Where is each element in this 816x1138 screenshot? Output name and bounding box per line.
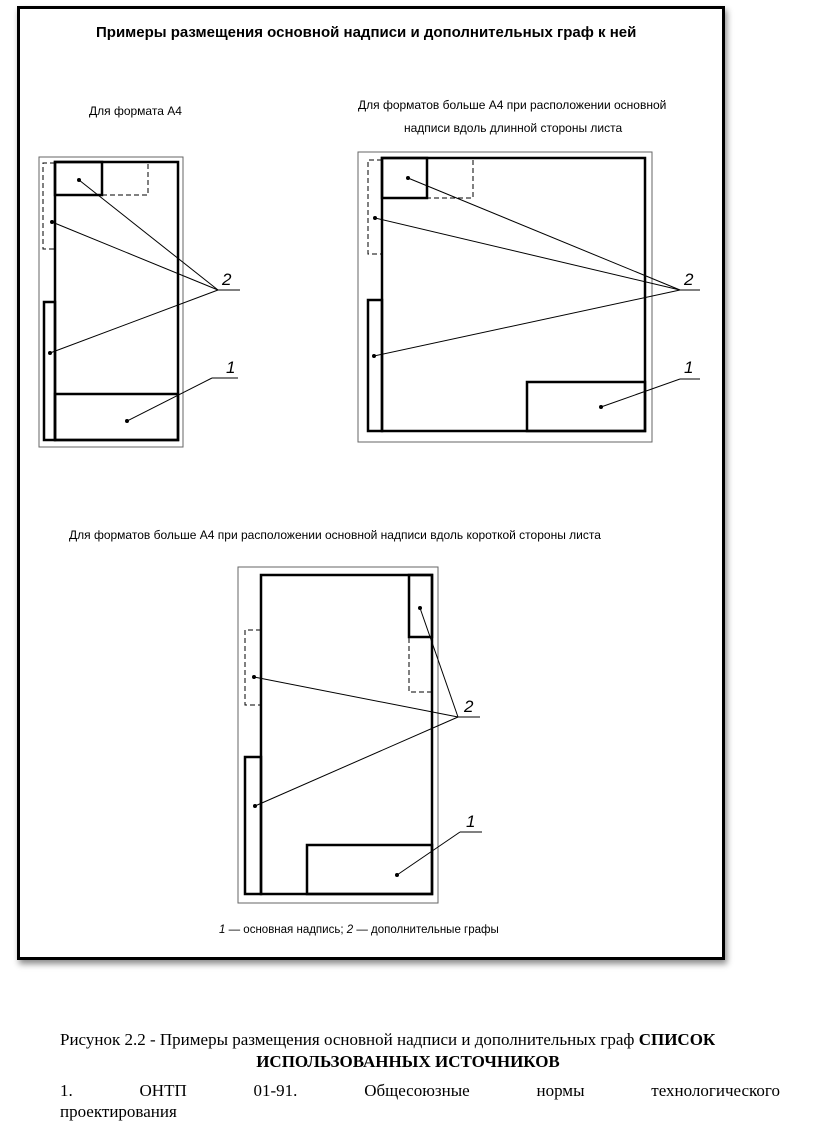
panel-long-side	[358, 98, 700, 442]
side-box-dashed	[368, 160, 382, 254]
figure-legend	[219, 924, 499, 936]
reference-word: нормы	[536, 1081, 585, 1100]
additional-box-solid	[409, 575, 432, 637]
panel-short-side	[69, 528, 601, 903]
callout-2: 2	[222, 270, 232, 289]
side-box-solid	[245, 757, 261, 894]
section-heading-part1: СПИСОК	[638, 1030, 716, 1049]
figure-title: Примеры размещения основной надписи и дополнительных граф к ней	[96, 24, 637, 41]
leader-lines-2	[374, 178, 700, 356]
leader-lines-2	[254, 608, 480, 806]
callout-1: 1	[684, 358, 694, 377]
legend-num-1: 1	[219, 924, 226, 936]
reference-word: 01-91.	[253, 1081, 298, 1100]
legend-text-1: — основная надпись;	[225, 924, 347, 936]
callout-2: 2	[684, 270, 694, 289]
legend-num-2: 2	[346, 924, 354, 936]
sheet-outer-border	[358, 152, 652, 442]
side-box-dashed	[43, 163, 55, 249]
reference-number: 1.	[60, 1081, 73, 1100]
leader-line-1	[397, 832, 482, 875]
panel-long-label-line2: надписи вдоль длинной стороны листа	[404, 121, 623, 135]
callout-2: 2	[464, 697, 474, 716]
reference-word: ОНТП	[139, 1081, 187, 1100]
panel-long-label-line1: Для форматов больше А4 при расположении основной	[358, 98, 667, 112]
title-block	[55, 394, 178, 440]
side-box-solid	[44, 302, 55, 440]
panel-short-label: Для форматов больше А4 при расположении основной надписи вдоль короткой стороны листа	[69, 528, 601, 542]
reference-continuation: проектирования	[60, 1102, 177, 1121]
section-heading-part2: ИСПОЛЬЗОВАННЫХ ИСТОЧНИКОВ	[256, 1052, 560, 1071]
figure-frame	[17, 6, 725, 960]
leader-lines-2	[50, 180, 240, 353]
sheet-inner-frame	[55, 162, 178, 440]
legend-text-2: — дополнительные графы	[353, 924, 499, 936]
additional-box-dashed	[427, 158, 473, 198]
reference-word: технологического	[651, 1081, 780, 1100]
additional-box-solid	[382, 158, 427, 198]
figure-drawing	[20, 9, 722, 957]
panel-a4	[39, 104, 240, 447]
title-block	[307, 845, 432, 894]
additional-box-dashed	[409, 637, 432, 692]
reference-word: Общесоюзные	[364, 1081, 470, 1100]
additional-box-dashed	[102, 162, 148, 195]
callout-1: 1	[466, 812, 476, 831]
callout-1: 1	[226, 358, 236, 377]
title-block	[527, 382, 645, 431]
reference-item	[60, 1081, 780, 1101]
caption-text: Рисунок 2.2 - Примеры размещения основной надписи и дополнительных граф	[60, 1030, 639, 1049]
side-box-solid	[368, 300, 382, 431]
panel-a4-label: Для формата А4	[89, 104, 182, 118]
side-box-dashed	[245, 630, 261, 705]
figure-caption	[60, 1030, 715, 1050]
